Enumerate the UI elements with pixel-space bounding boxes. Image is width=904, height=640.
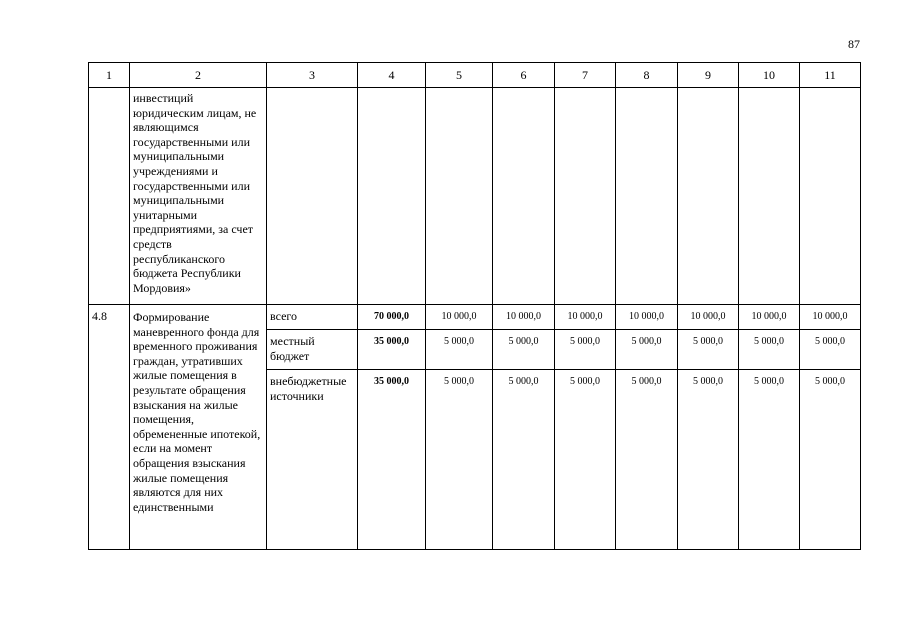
year-value: 5 000,0	[678, 370, 739, 550]
year-value: 5 000,0	[739, 370, 800, 550]
year-value: 5 000,0	[555, 370, 616, 550]
year-value: 10 000,0	[426, 305, 493, 330]
year-value: 5 000,0	[616, 330, 678, 370]
year-value: 5 000,0	[678, 330, 739, 370]
year-value: 5 000,0	[493, 330, 555, 370]
table-row	[89, 305, 861, 330]
year-value: 5 000,0	[555, 330, 616, 370]
row-description: Формирование маневренного фонда для временного проживания граждан, утративших жилые помещения в результате обращения взыскания на жилые помещения, обремененные ипотекой, если на момент обращения взыскания жилые помещения являются для них единственными	[130, 305, 267, 550]
continuation-text: инвестиций юридическим лицам, не являющимся государственными или муниципальными учреждениями и государственными или муниципальными унитарными предприятиями, за счет средств республиканского бюджета Республики Мордовия»	[130, 88, 267, 305]
source-label: всего	[267, 305, 358, 330]
year-value: 10 000,0	[678, 305, 739, 330]
data-table	[88, 62, 861, 550]
total-value: 70 000,0	[358, 305, 426, 330]
continuation-row	[89, 88, 861, 305]
header-cell: 1	[89, 63, 130, 88]
year-value: 10 000,0	[739, 305, 800, 330]
year-value: 5 000,0	[493, 370, 555, 550]
year-value: 5 000,0	[426, 330, 493, 370]
header-cell: 5	[426, 63, 493, 88]
header-cell: 6	[493, 63, 555, 88]
year-value: 5 000,0	[800, 370, 861, 550]
source-label: местный бюджет	[267, 330, 358, 370]
header-cell: 9	[678, 63, 739, 88]
year-value: 10 000,0	[493, 305, 555, 330]
header-cell: 11	[800, 63, 861, 88]
year-value: 10 000,0	[555, 305, 616, 330]
header-cell: 3	[267, 63, 358, 88]
page-number: 87	[848, 37, 860, 51]
year-value: 5 000,0	[426, 370, 493, 550]
total-value: 35 000,0	[358, 370, 426, 550]
total-value: 35 000,0	[358, 330, 426, 370]
year-value: 5 000,0	[800, 330, 861, 370]
header-cell: 10	[739, 63, 800, 88]
header-cell: 4	[358, 63, 426, 88]
header-row	[89, 63, 861, 88]
year-value: 10 000,0	[800, 305, 861, 330]
year-value: 10 000,0	[616, 305, 678, 330]
source-label: внебюджетные источники	[267, 370, 358, 550]
header-cell: 8	[616, 63, 678, 88]
row-number: 4.8	[89, 305, 130, 550]
year-value: 5 000,0	[739, 330, 800, 370]
year-value: 5 000,0	[616, 370, 678, 550]
header-cell: 2	[130, 63, 267, 88]
header-cell: 7	[555, 63, 616, 88]
